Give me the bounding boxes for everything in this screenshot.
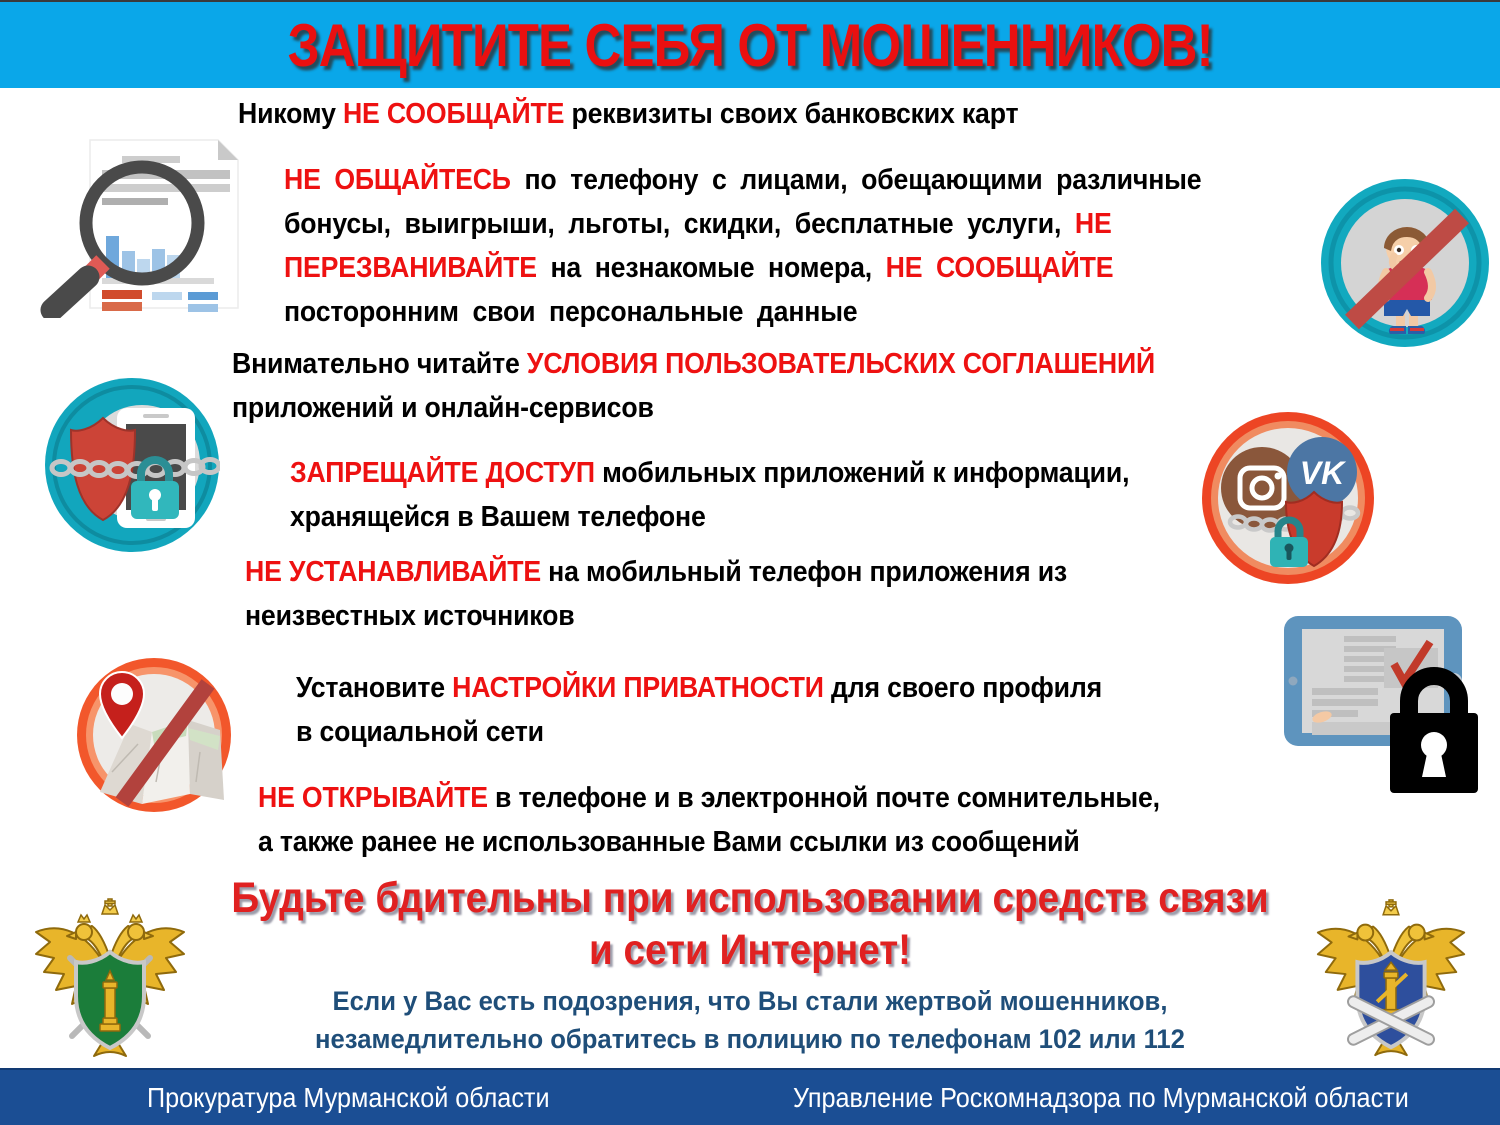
text-segment: ПЕРЕЗВАНИВАЙТЕ [284,252,537,284]
text-segment: реквизиты своих банковских карт [564,98,1019,130]
text-segment: на незнакомые номера, [536,252,886,284]
police-note [38,982,1463,1058]
text-segment: для своего профиля [823,672,1103,704]
tip-unknown-sources [245,550,1067,638]
note-line1: Если у Вас есть подозрения, что Вы стали жертвой мошенников, [332,986,1168,1016]
text-segment: Никому [238,98,343,130]
warning-line2: и сети Интернет! [588,926,912,974]
text-segment: НАСТРОЙКИ ПРИВАТНОСТИ [452,672,824,704]
footer-bar [0,1068,1500,1125]
footer-roskomnadzor-label: Управление Роскомнадзора по Мурманской области [793,1081,1409,1113]
tip-suspicious-links [258,776,1160,864]
text-segment: посторонним свои персональные данные [284,296,858,328]
roskomnadzor-emblem [1306,892,1476,1064]
text-segment: ЗАПРЕЩАЙТЕ ДОСТУП [290,457,595,489]
social-apps-shield-lock-icon [1202,412,1374,584]
prosecutor-emblem [24,892,196,1064]
tip-app-access [290,451,1129,539]
vk-logo: VK [1299,455,1345,491]
text-segment: НЕ [1074,208,1112,240]
text-segment: Внимательно читайте [232,348,527,380]
text-segment: в телефоне и в электронной почте сомнительные, [487,782,1160,814]
text-segment: НЕ ОТКРЫВАЙТЕ [258,782,488,814]
no-talking-child-icon [1320,178,1490,348]
tablet-agreement-lock-icon [1282,596,1497,816]
text-segment: бонусы, выигрыши, льготы, скидки, бесплатные услуги, [284,208,1075,240]
footer-prosecutor-label: Прокуратура Мурманской области [147,1081,550,1113]
text-segment: по телефону с лицами, обещающими различные [510,164,1202,196]
text-segment: в социальной сети [296,716,544,748]
text-segment: мобильных приложений к информации, [594,457,1130,489]
text-segment: НЕ СООБЩАЙТЕ [885,252,1114,284]
document-analysis-search-icon [30,118,255,318]
tip-privacy-settings [296,666,1102,754]
tip-user-agreements [232,342,1155,430]
text-segment: НЕ СООБЩАЙТЕ [342,98,565,130]
tip-phone-talk [284,158,1201,334]
text-segment: на мобильный телефон приложения из [540,556,1068,588]
warning-heading [75,872,1425,976]
text-segment: Установите [296,672,453,704]
text-segment: неизвестных источников [245,600,575,632]
map-location-ban-icon [72,632,237,817]
phone-shield-chain-lock-icon [45,378,220,553]
text-segment: НЕ ОБЩАЙТЕСЬ [284,164,511,196]
header-bar [0,0,1500,88]
text-segment: хранящейся в Вашем телефоне [290,501,706,533]
text-segment: НЕ УСТАНАВЛИВАЙТЕ [245,556,541,588]
text-segment: а также ранее не использованные Вами ссылки из сообщений [258,826,1080,858]
warning-line1: Будьте бдительны при использовании средств связи [231,874,1269,922]
tip-bank-cards [238,92,1018,136]
text-segment: приложений и онлайн-сервисов [232,392,654,424]
text-segment: УСЛОВИЯ ПОЛЬЗОВАТЕЛЬСКИХ СОГЛАШЕНИЙ [526,348,1155,380]
note-line2: незамедлительно обратитесь в полицию по телефонам 102 или 112 [315,1024,1185,1054]
page-title: ЗАЩИТИТЕ СЕБЯ ОТ МОШЕННИКОВ! [287,11,1213,79]
